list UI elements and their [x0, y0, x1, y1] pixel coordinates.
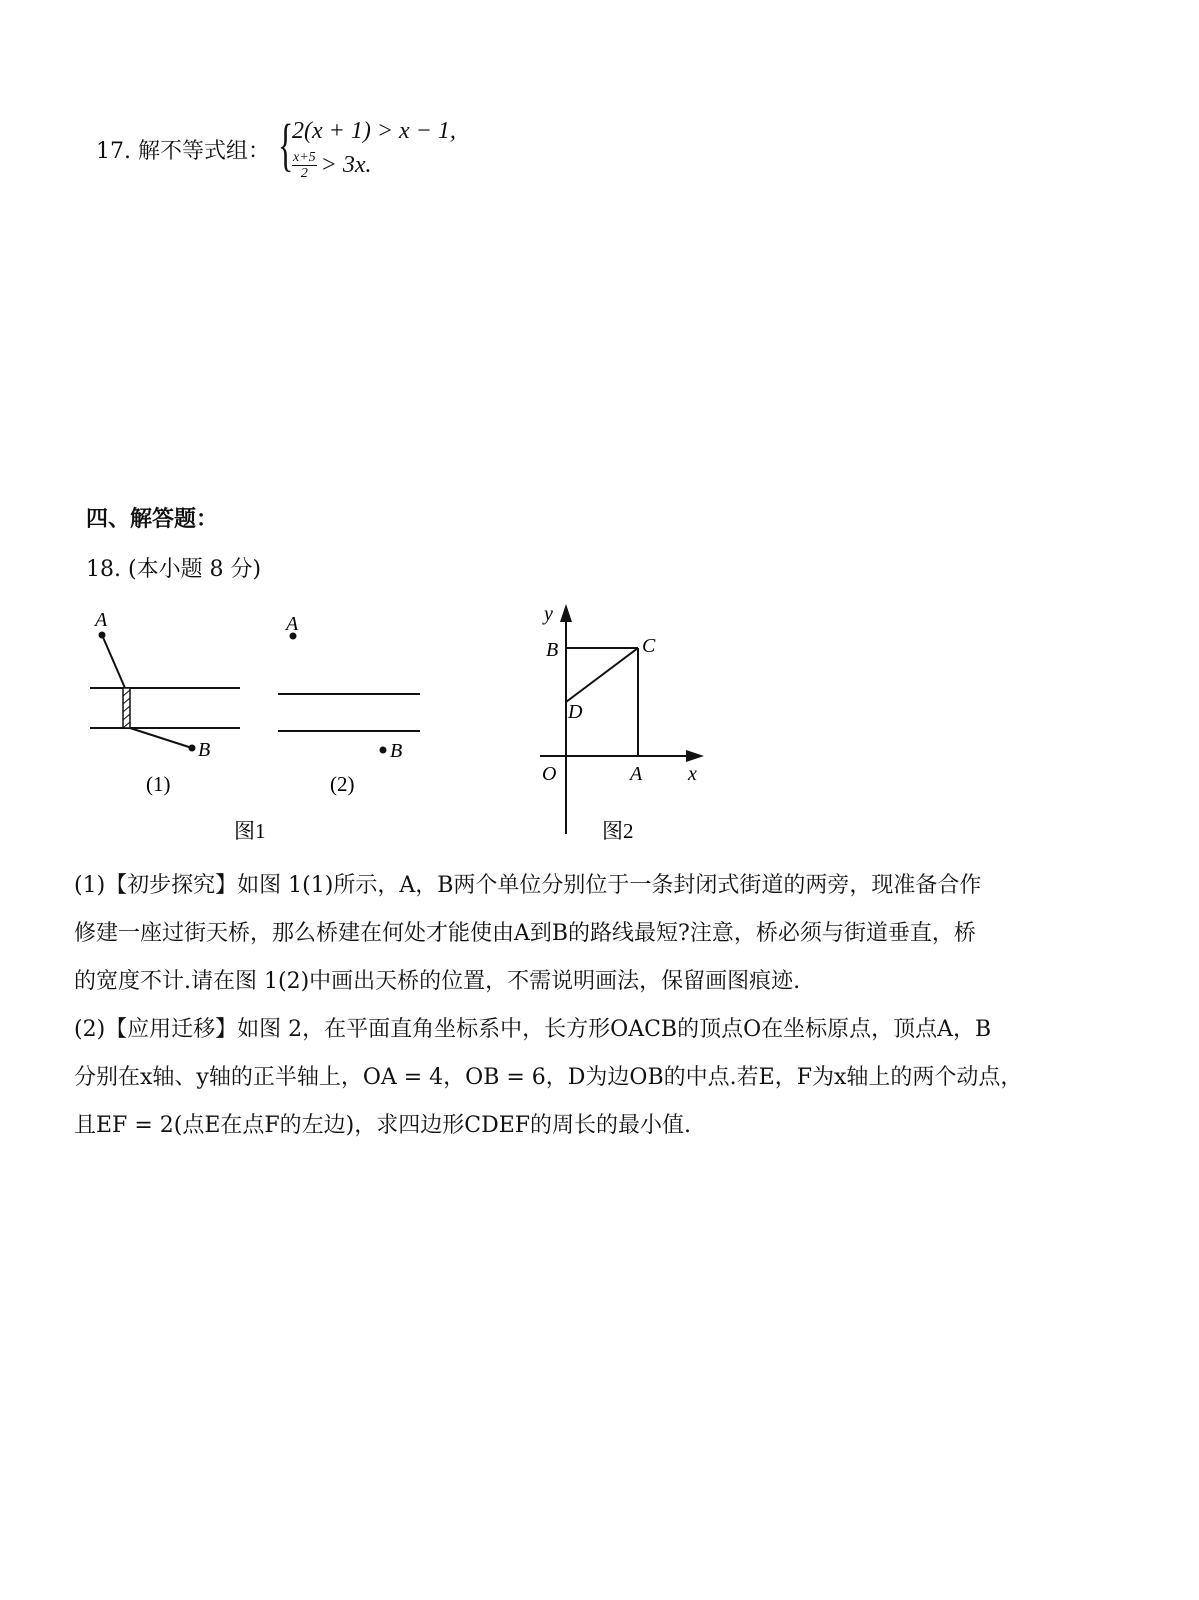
x-axis-arrow: [686, 750, 704, 762]
text-line: 分别在x轴、y轴的正半轴上，OA = 4，OB = 6，D为边OB的中点.若E，F为x轴上的两个动点，: [74, 1065, 1023, 1090]
figure-2-caption: 图2: [602, 819, 634, 843]
path-a-to-bridge: [102, 635, 125, 688]
text-line: 修建一座过街天桥，那么桥建在何处才能使由A到B的路线最短?注意，桥必须与街道垂直，桥: [74, 921, 976, 946]
sub-label-1: (1): [146, 772, 171, 796]
question-18-header: 18. (本小题 8 分): [86, 557, 262, 582]
label-y: y: [544, 603, 553, 625]
inequality-1: 2(x + 1) > x − 1,: [292, 118, 456, 144]
label-d: D: [568, 701, 583, 723]
label-c: C: [642, 635, 656, 657]
segment-dc: [566, 648, 638, 702]
part-2-text: [74, 1006, 1124, 1150]
label-b: B: [198, 739, 211, 761]
point-b: [380, 747, 387, 754]
label-x: x: [688, 763, 697, 785]
figure-2: [520, 598, 720, 854]
question-17-label: 17. 解不等式组：: [96, 139, 270, 164]
fraction-denominator: 2: [300, 166, 308, 181]
text-line: 且EF = 2(点E在点F的左边)，求四边形CDEF的周长的最小值.: [74, 1113, 692, 1138]
bridge: [123, 688, 130, 728]
sub-label-2: (2): [330, 772, 355, 796]
fraction-numerator: x+5: [293, 150, 316, 165]
text-line: (1)【初步探究】如图 1(1)所示，A，B两个单位分别位于一条封闭式街道的两旁，现准备合作: [74, 873, 982, 898]
figure-1-part-1: [90, 609, 240, 796]
part-1-text: [74, 862, 1124, 1006]
label-a: A: [286, 613, 299, 635]
figure-1-caption: 图1: [234, 819, 266, 843]
text-line: 的宽度不计.请在图 1(2)中画出天桥的位置，不需说明画法，保留画图痕迹.: [74, 969, 801, 994]
point-b: [189, 745, 196, 752]
text-line: (2)【应用迁移】如图 2，在平面直角坐标系中，长方形OACB的顶点O在坐标原点，顶点A，B: [74, 1017, 992, 1042]
y-axis-arrow: [560, 604, 572, 622]
fraction: [292, 150, 317, 181]
label-b: B: [390, 740, 403, 762]
figure-1: [80, 600, 440, 850]
inequality-2: [292, 150, 372, 181]
label-a: A: [630, 763, 643, 785]
label-b: B: [546, 639, 559, 661]
figure-1-part-2: [278, 613, 420, 796]
left-brace: {: [278, 112, 294, 177]
inequality-2-rest: > 3x.: [320, 152, 372, 178]
path-bridge-to-b: [130, 728, 192, 748]
section-title: 四、解答题：: [86, 506, 219, 532]
label-a: A: [95, 609, 108, 631]
point-a: [99, 632, 106, 639]
label-o: O: [542, 763, 557, 785]
